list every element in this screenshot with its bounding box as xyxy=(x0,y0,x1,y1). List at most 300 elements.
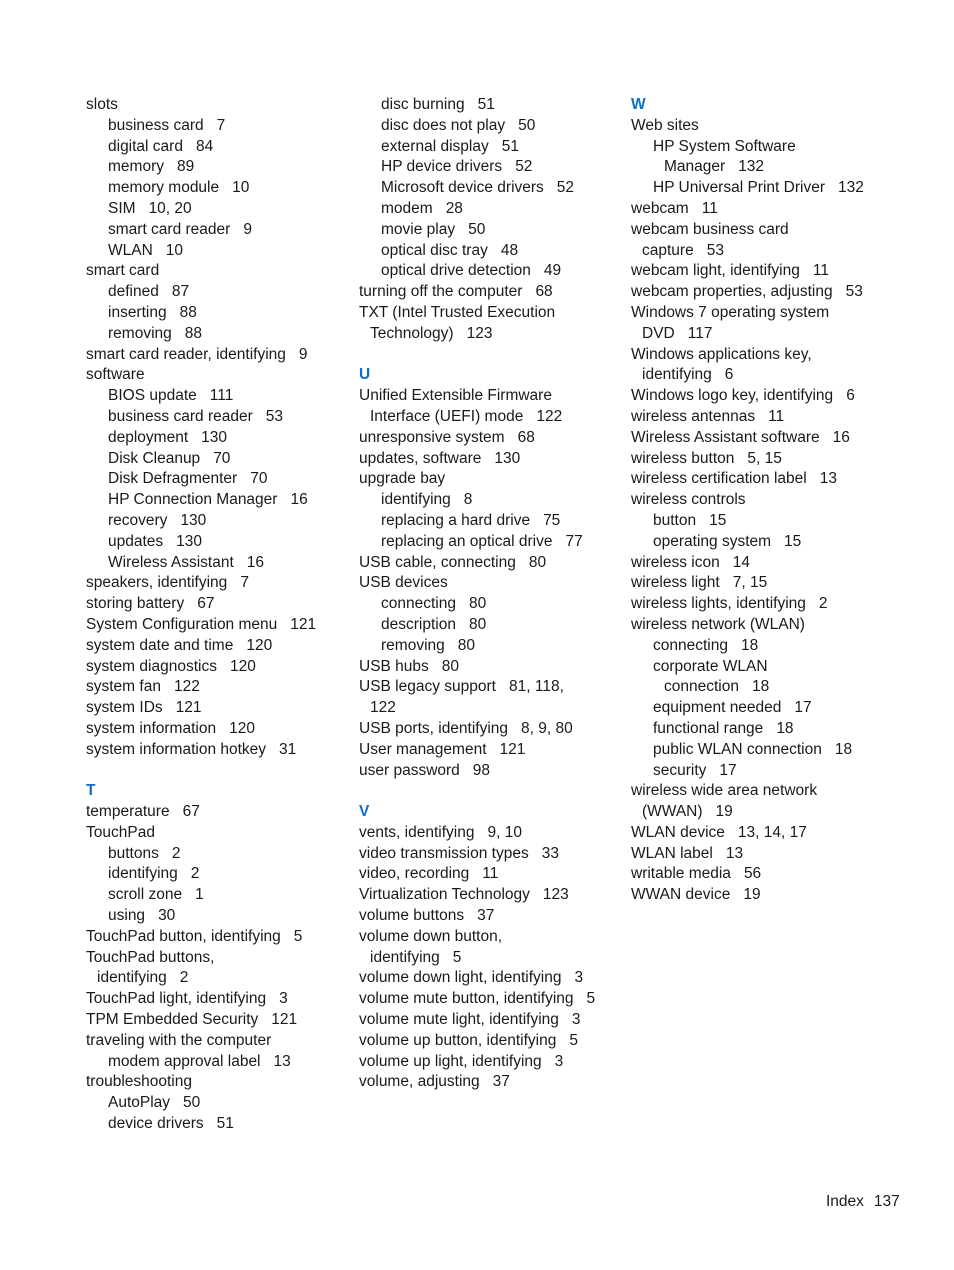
entry-pages: 53 xyxy=(265,407,283,425)
entry-pages: 70 xyxy=(250,470,268,488)
entry-pages: 132 xyxy=(837,179,864,197)
index-entry xyxy=(631,303,911,324)
entry-term: HP device drivers xyxy=(381,158,503,176)
entry-pages: 9 xyxy=(243,220,252,238)
entry-term: Windows applications key, xyxy=(631,345,812,363)
index-entry xyxy=(631,615,911,636)
entry-term: movie play xyxy=(381,220,456,238)
entry-pages: 16 xyxy=(246,553,265,571)
entry-pages: 11 xyxy=(701,199,718,217)
index-entry xyxy=(359,1072,614,1093)
index-subentry xyxy=(86,220,341,241)
entry-term: equipment needed xyxy=(653,699,782,717)
entry-pages: 121 xyxy=(271,1011,298,1029)
index-subentry xyxy=(359,95,614,116)
entry-pages: 50 xyxy=(468,220,486,238)
entry-term: digital card xyxy=(108,137,183,155)
index-entry xyxy=(86,573,341,594)
entry-pages: 16 xyxy=(290,491,308,509)
index-subentry xyxy=(631,761,911,782)
index-subentry xyxy=(631,636,911,657)
entry-term: identifying xyxy=(370,948,440,966)
entry-pages: 87 xyxy=(171,283,190,301)
entry-term: USB hubs xyxy=(359,657,429,675)
entry-pages: 13 xyxy=(819,470,837,488)
entry-term: Windows logo key, identifying xyxy=(631,387,834,405)
entry-term: scroll zone xyxy=(108,886,183,904)
index-entry xyxy=(631,802,911,823)
index-entry xyxy=(86,719,341,740)
index-entry xyxy=(631,594,911,615)
entry-term: identifying xyxy=(97,969,167,987)
entry-term: temperature xyxy=(86,803,170,821)
index-subentry xyxy=(631,740,911,761)
section-gap xyxy=(86,761,341,782)
entry-term: wireless controls xyxy=(631,491,746,509)
entry-term: memory xyxy=(108,158,164,176)
index-entry xyxy=(359,303,614,324)
entry-pages: 16 xyxy=(832,428,850,446)
entry-pages: 51 xyxy=(477,96,495,113)
index-subentry xyxy=(359,199,614,220)
entry-pages: 31 xyxy=(279,740,297,758)
entry-term: recovery xyxy=(108,511,168,529)
index-subentry xyxy=(86,449,341,470)
index-subentry xyxy=(359,490,614,511)
entry-term: updates, software xyxy=(359,449,482,467)
index-subentry xyxy=(86,241,341,262)
entry-term: using xyxy=(108,907,146,925)
entry-pages: 17 xyxy=(794,699,812,717)
index-entry xyxy=(631,282,911,303)
index-subentry xyxy=(359,261,614,282)
entry-term: optical disc tray xyxy=(381,241,488,259)
entry-pages: 80 xyxy=(528,553,547,571)
entry-term: volume down light, identifying xyxy=(359,969,562,987)
entry-pages: 11 xyxy=(812,262,829,280)
entry-pages: 80 xyxy=(457,636,475,654)
entry-pages: 120 xyxy=(246,636,273,654)
index-subentry xyxy=(359,137,614,158)
index-subentry xyxy=(86,137,341,158)
entry-term: System Configuration menu xyxy=(86,615,278,633)
entry-term: TPM Embedded Security xyxy=(86,1011,259,1029)
index-entry xyxy=(86,1072,341,1093)
index-entry xyxy=(86,968,341,989)
entry-pages: 28 xyxy=(445,199,463,217)
entry-pages: 15 xyxy=(784,532,802,550)
entry-term: wireless lights, identifying xyxy=(631,595,806,613)
index-entry xyxy=(359,927,614,948)
index-entry xyxy=(631,116,911,137)
index-entry xyxy=(631,573,911,594)
index-entry xyxy=(631,823,911,844)
entry-term: updates xyxy=(108,532,164,550)
entry-pages: 123 xyxy=(466,324,493,342)
index-entry xyxy=(86,636,341,657)
entry-term: removing xyxy=(381,636,445,654)
index-entry xyxy=(86,1010,341,1031)
entry-pages: 130 xyxy=(494,449,521,467)
entry-pages: 3 xyxy=(554,1052,564,1070)
entry-term: buttons xyxy=(108,844,159,862)
entry-pages: 48 xyxy=(500,241,519,259)
entry-pages: 80 xyxy=(468,615,487,633)
entry-term: DVD xyxy=(642,324,675,342)
entry-term: HP Connection Manager xyxy=(108,491,278,509)
entry-term: volume mute button, identifying xyxy=(359,990,574,1008)
entry-term: removing xyxy=(108,324,172,342)
entry-term: slots xyxy=(86,96,118,113)
index-entry xyxy=(631,490,911,511)
index-entry xyxy=(631,469,911,490)
index-subentry xyxy=(86,282,341,303)
entry-term: user password xyxy=(359,761,460,779)
entry-term: 122 xyxy=(370,699,396,717)
entry-term: business card xyxy=(108,116,204,134)
entry-term: inserting xyxy=(108,303,167,321)
index-subentry xyxy=(86,553,341,574)
index-subentry xyxy=(86,1093,341,1114)
index-entry xyxy=(359,698,614,719)
index-subentry xyxy=(359,532,614,553)
index-subentry xyxy=(86,511,341,532)
index-entry xyxy=(86,594,341,615)
entry-pages: 67 xyxy=(197,595,215,613)
entry-pages: 80 xyxy=(441,657,460,675)
entry-pages: 5, 15 xyxy=(747,449,782,467)
entry-pages: 70 xyxy=(213,449,231,467)
entry-pages: 37 xyxy=(477,907,495,925)
index-subentry xyxy=(86,469,341,490)
index-subentry xyxy=(86,1114,341,1135)
entry-term: volume mute light, identifying xyxy=(359,1011,559,1029)
index-entry xyxy=(359,823,614,844)
entry-pages: 10 xyxy=(165,241,184,259)
section-gap xyxy=(359,345,614,366)
entry-pages: 121 xyxy=(290,615,317,633)
entry-term: traveling with the computer xyxy=(86,1031,272,1049)
index-entry xyxy=(631,261,911,282)
entry-term: writable media xyxy=(631,865,731,883)
entry-term: wireless certification label xyxy=(631,470,807,488)
index-subentry xyxy=(631,532,911,553)
index-subentry xyxy=(86,864,341,885)
index-subentry xyxy=(631,511,911,532)
entry-term: HP Universal Print Driver xyxy=(653,179,825,197)
entry-term: SIM xyxy=(108,199,136,217)
index-subentry xyxy=(359,178,614,199)
index-entry xyxy=(86,823,341,844)
index-subentry xyxy=(631,698,911,719)
entry-term: USB cable, connecting xyxy=(359,553,516,571)
entry-pages: 30 xyxy=(158,907,176,925)
section-letter: W xyxy=(631,96,646,113)
entry-pages: 67 xyxy=(182,803,200,821)
entry-term: defined xyxy=(108,283,159,301)
entry-pages: 2 xyxy=(818,595,828,613)
entry-pages: 33 xyxy=(541,844,559,862)
entry-pages: 6 xyxy=(846,387,855,405)
entry-pages: 7, 15 xyxy=(732,574,768,592)
entry-term: TouchPad light, identifying xyxy=(86,990,267,1008)
index-entry xyxy=(631,885,911,906)
index-entry xyxy=(359,719,614,740)
entry-term: smart card reader xyxy=(108,220,231,238)
entry-pages: 3 xyxy=(571,1011,581,1029)
index-entry xyxy=(359,906,614,927)
entry-term: wireless light xyxy=(631,574,720,592)
entry-pages: 98 xyxy=(472,761,491,779)
section-letter: V xyxy=(359,803,370,821)
entry-pages: 7 xyxy=(216,116,226,134)
entry-pages: 5 xyxy=(452,948,462,966)
index-column-3 xyxy=(631,95,911,906)
entry-pages: 10 xyxy=(232,179,250,197)
index-subentry xyxy=(359,116,614,137)
index-subentry xyxy=(86,407,341,428)
entry-pages: 5 xyxy=(586,990,596,1008)
index-subentry xyxy=(86,532,341,553)
entry-term: TouchPad xyxy=(86,823,155,841)
entry-term: volume buttons xyxy=(359,907,465,925)
entry-pages: 18 xyxy=(776,719,794,737)
index-subentry xyxy=(359,511,614,532)
index-entry xyxy=(86,802,341,823)
index-entry xyxy=(631,199,911,220)
entry-term: Virtualization Technology xyxy=(359,886,530,904)
entry-pages: 10, 20 xyxy=(148,199,192,217)
entry-term: unresponsive system xyxy=(359,428,505,446)
entry-pages: 50 xyxy=(518,116,536,134)
entry-term: connection xyxy=(664,678,739,696)
index-column-1 xyxy=(86,95,341,1135)
entry-term: replacing an optical drive xyxy=(381,532,553,550)
entry-pages: 13, 14, 17 xyxy=(737,823,807,841)
index-entry xyxy=(631,345,911,366)
entry-term: volume up button, identifying xyxy=(359,1031,557,1049)
entry-pages: 120 xyxy=(229,657,256,675)
entry-term: external display xyxy=(381,137,489,155)
entry-term: WWAN device xyxy=(631,886,731,904)
index-subentry xyxy=(86,386,341,407)
entry-term: USB ports, identifying xyxy=(359,719,509,737)
index-subentry xyxy=(86,324,341,345)
index-subentry xyxy=(359,157,614,178)
entry-pages: 18 xyxy=(740,636,759,654)
entry-pages: 14 xyxy=(732,553,750,571)
index-entry xyxy=(86,95,341,116)
entry-pages: 68 xyxy=(517,428,535,446)
entry-term: Wireless Assistant software xyxy=(631,428,820,446)
entry-pages: 89 xyxy=(176,158,195,176)
entry-pages: 111 xyxy=(209,387,234,405)
entry-term: video transmission types xyxy=(359,844,529,862)
entry-pages: 8, 9, 80 xyxy=(521,719,573,737)
entry-term: Web sites xyxy=(631,116,699,134)
entry-pages: 5 xyxy=(569,1031,578,1049)
entry-term: User management xyxy=(359,740,487,758)
index-subentry xyxy=(86,157,341,178)
entry-term: identifying xyxy=(108,865,178,883)
section-gap xyxy=(359,781,614,802)
entry-term: deployment xyxy=(108,428,189,446)
index-entry xyxy=(631,844,911,865)
index-entry xyxy=(359,1031,614,1052)
entry-term: (WWAN) xyxy=(642,803,703,821)
entry-pages: 49 xyxy=(543,262,562,280)
entry-pages: 117 xyxy=(687,324,713,342)
index-entry xyxy=(359,677,614,698)
entry-term: identifying xyxy=(642,366,712,384)
index-entry xyxy=(359,573,614,594)
entry-pages: 77 xyxy=(565,532,583,550)
index-subentry xyxy=(631,137,911,158)
entry-term: disc burning xyxy=(381,96,465,113)
index-subentry xyxy=(359,241,614,262)
entry-term: wireless wide area network xyxy=(631,782,818,800)
entry-pages: 75 xyxy=(543,511,561,529)
entry-pages: 122 xyxy=(173,678,200,696)
index-entry xyxy=(631,220,911,241)
entry-pages: 53 xyxy=(706,241,724,259)
entry-term: system diagnostics xyxy=(86,657,217,675)
entry-term: wireless button xyxy=(631,449,735,467)
entry-pages: 19 xyxy=(715,803,733,821)
entry-term: capture xyxy=(642,241,694,259)
index-subentry xyxy=(86,885,341,906)
index-subentry xyxy=(359,220,614,241)
entry-pages: 3 xyxy=(574,969,584,987)
footer-label: Index xyxy=(826,1193,864,1210)
index-entry xyxy=(631,449,911,470)
entry-pages: 123 xyxy=(542,886,569,904)
entry-pages: 11 xyxy=(768,407,785,425)
entry-term: description xyxy=(381,615,456,633)
entry-term: USB legacy support xyxy=(359,678,496,696)
entry-term: smart card xyxy=(86,262,160,280)
index-subentry xyxy=(359,636,614,657)
index-entry xyxy=(631,864,911,885)
index-entry xyxy=(86,365,341,386)
entry-term: device drivers xyxy=(108,1115,204,1133)
entry-pages: 8 xyxy=(463,491,473,509)
entry-term: Manager xyxy=(664,158,726,176)
entry-term: webcam light, identifying xyxy=(631,262,800,280)
index-subentry xyxy=(631,677,911,698)
entry-term: HP System Software xyxy=(653,137,796,155)
entry-term: Technology) xyxy=(370,324,454,342)
index-entry xyxy=(631,553,911,574)
entry-pages: 6 xyxy=(724,366,734,384)
entry-pages: 50 xyxy=(183,1094,201,1112)
index-entry xyxy=(359,407,614,428)
entry-pages: 11 xyxy=(482,865,499,883)
entry-pages: 52 xyxy=(556,179,575,197)
entry-term: upgrade bay xyxy=(359,470,446,488)
entry-pages: 56 xyxy=(743,865,762,883)
entry-term: modem xyxy=(381,199,433,217)
entry-pages: 5 xyxy=(293,927,303,945)
entry-term: connecting xyxy=(381,595,456,613)
entry-term: system information hotkey xyxy=(86,740,267,758)
entry-pages: 84 xyxy=(195,137,214,155)
index-entry xyxy=(359,1010,614,1031)
entry-term: AutoPlay xyxy=(108,1094,171,1112)
entry-pages: 37 xyxy=(492,1073,510,1091)
index-entry xyxy=(359,968,614,989)
index-entry xyxy=(86,989,341,1010)
index-subentry xyxy=(86,1052,341,1073)
entry-pages: 68 xyxy=(535,283,553,301)
index-entry xyxy=(86,615,341,636)
index-subentry xyxy=(86,178,341,199)
index-entry xyxy=(631,781,911,802)
page-footer xyxy=(826,1192,900,1212)
entry-term: WLAN device xyxy=(631,823,725,841)
entry-pages: 130 xyxy=(176,532,203,550)
entry-term: system date and time xyxy=(86,636,234,654)
entry-term: operating system xyxy=(653,532,772,550)
index-entry xyxy=(359,948,614,969)
entry-term: WLAN label xyxy=(631,844,713,862)
index-entry xyxy=(359,885,614,906)
index-entry xyxy=(359,428,614,449)
entry-pages: 3 xyxy=(279,990,288,1008)
entry-term: webcam properties, adjusting xyxy=(631,283,833,301)
index-entry xyxy=(86,261,341,282)
section-letter: T xyxy=(86,782,96,800)
entry-term: functional range xyxy=(653,719,764,737)
entry-term: BIOS update xyxy=(108,387,197,405)
entry-term: optical drive detection xyxy=(381,262,531,280)
entry-term: smart card reader, identifying xyxy=(86,345,286,363)
entry-term: Interface (UEFI) mode xyxy=(370,407,524,425)
entry-pages: 9, 10 xyxy=(487,823,522,841)
index-subentry xyxy=(86,844,341,865)
index-entry xyxy=(631,428,911,449)
entry-pages: 88 xyxy=(184,324,202,342)
entry-term: volume down button, xyxy=(359,927,503,945)
page-number: 137 xyxy=(873,1193,900,1210)
entry-term: corporate WLAN xyxy=(653,657,768,675)
index-subentry xyxy=(86,199,341,220)
index-entry xyxy=(86,948,341,969)
index-entry xyxy=(631,365,911,386)
index-entry xyxy=(359,553,614,574)
index-entry xyxy=(86,698,341,719)
entry-term: system fan xyxy=(86,678,161,696)
entry-term: security xyxy=(653,761,707,779)
index-entry xyxy=(359,761,614,782)
index-entry xyxy=(86,677,341,698)
entry-pages: 17 xyxy=(719,761,737,779)
entry-pages: 130 xyxy=(201,428,228,446)
entry-pages: 52 xyxy=(515,158,533,176)
index-entry xyxy=(359,989,614,1010)
entry-term: USB devices xyxy=(359,574,448,592)
entry-pages: 7 xyxy=(240,574,249,592)
index-entry xyxy=(631,407,911,428)
entry-term: business card reader xyxy=(108,407,253,425)
index-entry xyxy=(631,386,911,407)
entry-term: vents, identifying xyxy=(359,823,475,841)
entry-pages: 122 xyxy=(536,407,563,425)
index-entry xyxy=(359,469,614,490)
entry-term: wireless network (WLAN) xyxy=(631,615,805,633)
entry-pages: 15 xyxy=(709,511,727,529)
entry-term: TXT (Intel Trusted Execution xyxy=(359,303,556,321)
